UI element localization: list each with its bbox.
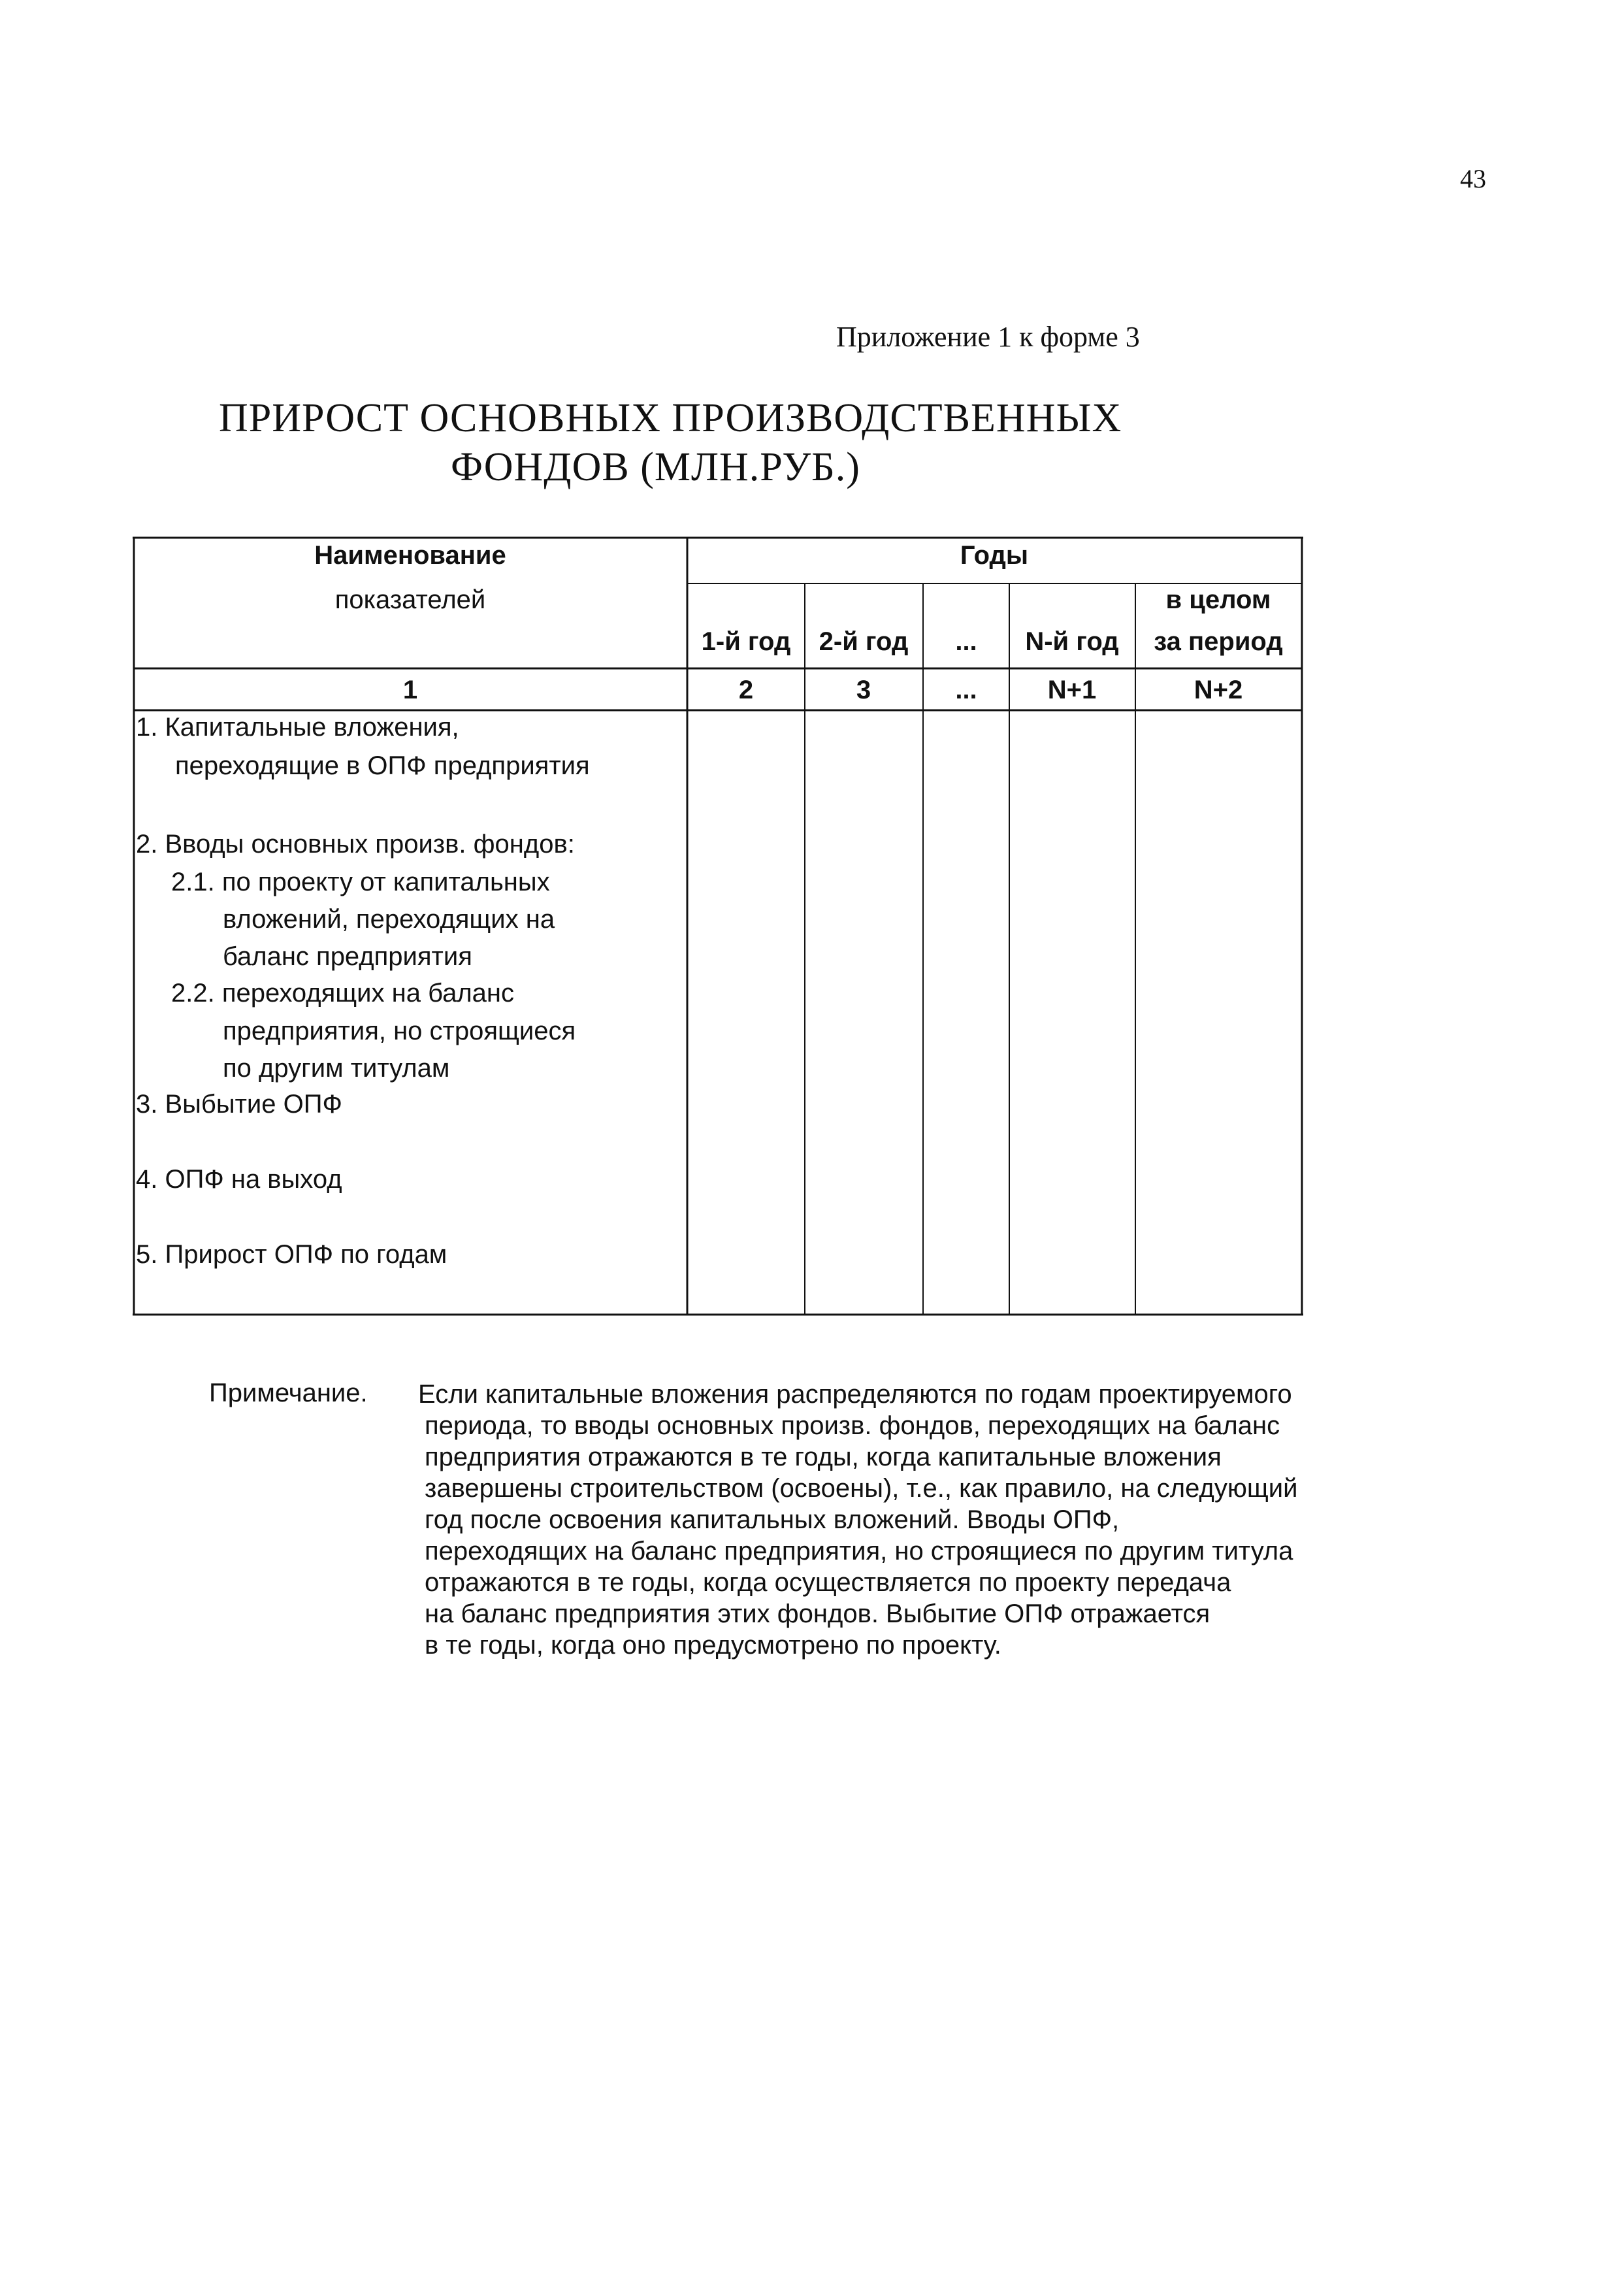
note-line: Если капитальные вложения распределяются по годам проектируемого [418,1380,1292,1409]
row-label: 4. ОПФ на выход [136,1165,342,1194]
row-label: по другим титулам [223,1054,450,1083]
document-title-line-1: ПРИРОСТ ОСНОВНЫХ ПРОИЗВОДСТВЕННЫХ [219,396,1122,440]
note-line: периода, то вводы основных произв. фондов, переходящих на баланс [425,1411,1280,1440]
header-year-n: N-й год [1025,627,1119,656]
row-label: вложений, переходящих на [223,905,555,934]
note-line: в те годы, когда оно предусмотрено по проекту. [425,1631,1001,1660]
row-label: 2.2. переходящих на баланс [171,979,514,1008]
note-line: отражаются в те годы, когда осуществляется по проекту передача [425,1568,1231,1597]
page-number: 43 [1460,164,1486,193]
column-number-3: 3 [856,676,871,704]
column-number-ellipsis: ... [955,676,977,704]
column-number-1: 1 [402,676,418,704]
row-label: 3. Выбытие ОПФ [136,1090,342,1119]
header-name-line-2: показателей [334,585,486,614]
note-line: переходящих на баланс предприятия, но строящиеся по другим титула [425,1537,1293,1565]
note-text [418,1379,1372,1661]
header-year-2: 2-й год [819,627,909,656]
header-year-ellipsis: ... [955,627,977,656]
note-line: предприятия отражаются в те годы, когда капитальные вложения [425,1443,1222,1471]
column-number-n-plus-2: N+2 [1194,676,1243,704]
header-total-line-1: в целом [1165,585,1271,614]
note-line: завершены строительством (освоены), т.е., как правило, на следующий [425,1474,1298,1503]
row-label: предприятия, но строящиеся [223,1017,576,1045]
appendix-label: Приложение 1 к форме 3 [836,321,1140,353]
row-label: переходящие в ОПФ предприятия [175,751,590,780]
column-number-n-plus-1: N+1 [1047,676,1097,704]
row-label: 2.1. по проекту от капитальных [171,868,550,896]
header-total-line-2: за период [1154,627,1283,656]
row-label: 2. Вводы основных произв. фондов: [136,830,575,859]
row-label: баланс предприятия [223,942,472,971]
note-line: год после освоения капитальных вложений. Вводы ОПФ, [425,1505,1120,1534]
header-name-line-1: Наименование [314,541,506,570]
note-line: на баланс предприятия этих фондов. Выбытие ОПФ отражается [425,1599,1210,1628]
document-title-line-2: ФОНДОВ (МЛН.РУБ.) [451,445,860,489]
header-years-group: Годы [960,541,1029,570]
row-label: 1. Капитальные вложения, [136,713,459,742]
note-label: Примечание. [209,1379,368,1407]
column-number-2: 2 [738,676,754,704]
row-label: 5. Прирост ОПФ по годам [136,1240,447,1269]
header-year-1: 1-й год [701,627,791,656]
